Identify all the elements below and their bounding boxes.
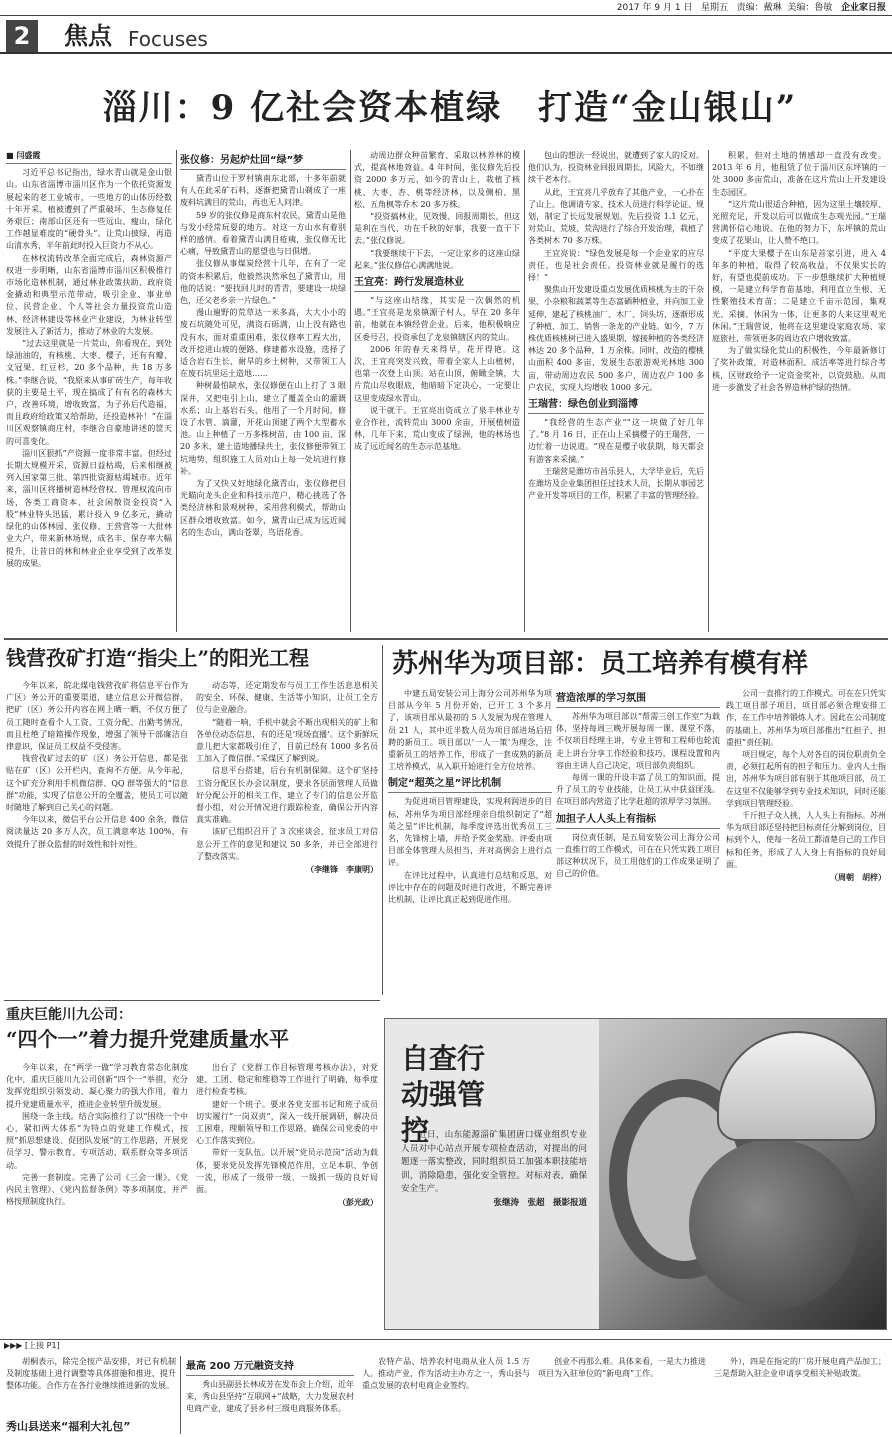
paragraph: 59 岁的张仪修是商东村农民，黛青山是他与发小经常玩耍的地方。对这一方山水有着别样的感情。看着黛青山满目疮痍，张仪修无比心痛，导致黛青山的愿望也与日俱增。	[180, 210, 346, 257]
issue-editor: 责编：戴琳	[736, 3, 782, 13]
subhead-targets: 加担子人人头上有指标	[556, 813, 720, 829]
paragraph: 张仪修从事煤炭经营十几年，在有了一定的资本积累后，他毅然决然承包了黛青山，用他的话说：“要找回儿时的青青，要建设一块绿色，还父老乡亲一片绿色。”	[180, 259, 346, 306]
story2-headline: 钱营孜矿打造“指尖上”的阳光工程	[6, 646, 310, 670]
subhead-zhang: 张仪修：另起炉灶回“绿”梦	[180, 154, 346, 170]
paragraph: 出台了《党群工作目标管理考核办法》，对党建、工团、稳定和维稳等工作进行了明确，每季度进行检查考核。	[196, 1063, 378, 1097]
paragraph: 包山的想法一经说出，就遭到了家人的反对。他们认为，投资林业回报周期长，风险大，不如继续干老本行。	[528, 151, 704, 185]
paragraph: 漫山遍野的荒草达一米多高，大大小小的废石坑随处可见，满资石砾满，山上没有路也没有水，面对重重困难，张仪修率工程大出，改开挖进山坡的便路、修建蓄水设施，选择了适合岩石生长、耐旱的乡土树种，又带领工人在废石坑里运土造地……	[180, 308, 346, 379]
subhead-star-award: 制定“超英之星”评比机制	[388, 777, 552, 793]
story4-headline: “四个一”着力提升党建质量水平	[6, 1027, 290, 1051]
paragraph: 创业不再那么难。具体来看，一是大力推进项目为入驻单位的“新电商”工作。	[538, 1357, 706, 1379]
paragraph: “随着一响，手机中就会不断出现相关的矿上和各单位动态信息，有的还是‘现场直播’。这个新鲜玩意儿把大家都吸引住了，目前已经有 1000 多名员工加入了微信群。”采煤区了解到说。	[196, 717, 378, 764]
paragraph: 岗位责任制，是五局安装公司上海分公司一直推行的工作模式，可在在只凭实践工项目部这种状况下，员工用他们的工作成果证明了自己的价值。	[556, 832, 720, 879]
story3-col1b-text	[388, 796, 552, 906]
footer-column-1	[6, 1356, 176, 1418]
page-number: 2	[6, 20, 38, 52]
continued-from-label: ▶▶▶ [上接 P1]	[4, 1341, 60, 1350]
story4-credit: （彭光政）	[338, 1197, 378, 1208]
issue-meta	[617, 2, 886, 14]
paragraph: 苏州华为项目部以“帮需三创工作室”为载体，坚持每周三晚开展每周一课、课堂不落，不仅项目经理主讲，专业主管和工程师也轮流走上讲台分享工作经验和技巧，课程设置和内容由主讲人自己决定，项目部负责组织。	[556, 712, 720, 770]
worker-photo	[599, 1019, 887, 1330]
story4-column-2	[196, 1062, 378, 1334]
story2-credit: （李继锋 李康明）	[306, 864, 378, 875]
paragraph: 在林权流转改革全面完成后，森林资源产权进一步明晰，山东省淄博市淄川区积极推行市场化造林机制，通过林业政策扶助、政府资金撬动和典型示范带动，吸引企业、事业单位、民营企业、个人等社会力量投资荒山造林、经济林建设等林业产业建设，为林业转型发展注入了新活力，推动了林业的大发展。	[6, 253, 172, 336]
lead-col3-text	[354, 150, 520, 272]
paragraph: 千斤担子众人挑，人人头上有指标。苏州华为项目部还坚持把目标责任分解到岗位，目标到个人，使每一名员工都清楚自己的工作目标和任务，形成了人人身上有指标的良好局面。	[726, 811, 886, 869]
section-name-en: Focuses	[128, 27, 208, 51]
worker-figure	[689, 1139, 859, 1309]
paper-name: 企业家日报	[840, 3, 886, 13]
paragraph: “我经营的生态产业”“这一块做了好几年了。”8 月 16 日，正在山上采摘樱子的王瑞营，一边忙着一边说道。“现在是樱子收获期，每天都会有游客来采摘。”	[528, 418, 704, 464]
lead-column-4	[528, 150, 704, 632]
paragraph: 动态等，还定期发布与员工工作生活息息相关的安全、环保、健康、生活等小知识，让员工全方位与企业融合。	[196, 681, 378, 715]
paragraph: 为了做实绿化荒山的积极性，今年最新修订了奖补政策，对造林面积、成活率等进行综合考核，区财政给予一定资金奖补，以资鼓励。从而进一步激发了社会各界造林护绿的热情。	[712, 346, 886, 392]
paragraph: 为了又快又好地绿化黛青山，张仪修把目光瞄向龙头企业和科技示范户，精心挑选了各类经济林和景观树种，采用营利模式，帮助山区群众增收致富。如今，黛青山已成为远近闻名的生态山，满山苍翠，鸟语花香。	[180, 479, 346, 537]
lead-column-2	[180, 150, 346, 632]
issue-designer: 美编：鲁敏	[787, 3, 833, 13]
subhead-learning: 营造浓厚的学习氛围	[556, 692, 720, 708]
story4-column-1	[6, 1062, 188, 1334]
paragraph: 从此，王宜亮几乎放弃了其他产业，一心扑在了山上。他调请专家、技术人员进行科学论证、规划，制定了长远发展规划。先后投资 1.1 亿元，对荒山、荒坡、荒沟进行了综合开发治理，栽植了各类树木 70 多万株。	[528, 187, 704, 246]
story4-kicker: 重庆巨能川九公司：	[6, 1007, 132, 1023]
paragraph: 在评比过程中，认真进行总结和反思，对评比中存在的问题及时进行改进，不断完善评比机制，让评比真正起到促进作用。	[388, 870, 552, 905]
paragraph: “投资搞林业，见效慢、回报周期长，但这是利在当代、功在千秋的好事，我要一直干下去。”张仪修说。	[354, 212, 520, 246]
paragraph: 项目规定，每个人对各自的岗位职责负全责，必须扛起所有的担子和压力。业内人士指出，苏州华为项目部有别于其他项目部，员工在这里不仅能够学到专业技术知识，同时还能学到项目管理经验。	[726, 750, 886, 808]
paragraph: 外），四是在指定的厂房开展电商产品加工；三是帮助入驻企业申请享受相关补贴政策。	[714, 1357, 886, 1379]
lead-byline: ■ 闫盛霞	[6, 150, 172, 164]
paragraph: 2006 年的春天来得早，花开得艳。这次，王宜亮突发兴致，带着全家人上山植树，也第一次登上山顶。站在山顶，俯瞰全镇，大片荒山尽收眼底，他暗暗下定决心，一定要让这里变成绿水青山。	[354, 344, 520, 403]
lead-column-5	[712, 150, 886, 632]
paragraph: 近日，山东能源淄矿集团唐口煤业组织专业人员对中心站点开展专项检查活动，对提出的问题逐一落实整改，同时组织员工加强本职技能培训，消除隐患，强化安全管控。对标对表，确保安全生产。	[401, 1130, 587, 1194]
paragraph: “平度大果樱子在山东是首家引进，进入 4 年多的种植，取得了较高收益，不仅果实长的好，有望也提前成功。下一步想继续扩大种植规模，一是建立科学育苗基地，利用直立生根、无性繁殖技术育苗；二是建立千亩示范园，集观光、采摘、休闲为一体，让更多的人来这里观光休闲。”王瑞营说，他将在这里建设家庭农场、家庭旅社，带领更多的周边农户增收致富。	[712, 248, 886, 344]
paragraph: 习近平总书记指出，绿水青山就是金山银山。山东省淄博市淄川区作为一个依托资源发展起来的老工业城市，一些地方的山体历经数十年开采、植被遭到了严重破坏、生态修复任务艰巨；南部山区还有一些远山、瘦山，绿化工作越显难度的“硬骨头”。让荒山披绿，再造山清水秀，半年前此时投入巨资力不从心。	[6, 168, 172, 251]
paragraph: 秀山县副县长林成芳在发布会上介绍，近年来，秀山县坚持“互联网+”战略，大力发展农村电商产业，建成了县乡村三级电商服务体系。	[186, 1380, 354, 1414]
paragraph: 种树最怕缺水，张仪修便在山上打了 3 眼深井，又把电引上山，建立了覆盖全山的灌溉水系；山上基岩石头，他用了一个月时间，修设了水管、滴灌，开花山顶建了两个大型蓄水池。山上种植了一万多株树苗，由 100 亩、深 20 多米，建土造地播绿共土，张仪修便带领工坑地势，组织施工人员对山上每一处坑进行修补。	[180, 381, 346, 476]
story2-col1-text	[6, 680, 188, 851]
paragraph: 动周边群众种苗繁育、采取以林养林的模式，提高林地效益。4 年时间，张仪修先后投资 2000 多万元，如今的青山上，栽植了核桃、大枣、杏、桃等经济林，以及侧柏、黑松、五角枫等乔木 20 多万株。	[354, 151, 520, 209]
paragraph: 今年以来，皖北煤电钱营孜矿将信息平台作为广区）务公开的重要渠道，建立信息公开微信群，把矿（区）务公开内容在网上晒一晒，不仅方便了员工随时查看个人工资、工资分配、出勤考情况，而且杜绝了暗箱操作现象，增强了领导干部廉洁自律意识，保证员工权益不受侵害。	[6, 681, 188, 752]
story3-col1-text	[388, 688, 552, 773]
lead-col2-text	[180, 173, 346, 539]
paragraph: 淄川区狠抓“产资源一度非常丰富。但经过长期大规模开采，资源日益枯竭，后来相继被列入国家第三批、第四批资源枯竭城市。近年来，淄川区将播树造林经营权、管理权流向市场，各类工商资本、社会闲散资金投资“入股”林业特头迅猛，累计投入 9 亿多元，撬动绿化的山体林园、张仪修、王营营等一大批林业大户，带来新林场规，成名丰、保存率大幅提升，让昔日的林和林业企业享受到了改革发展的成果。	[6, 448, 172, 568]
paragraph: 为促进项目管理建设，实现利润进步的目标，苏州华为项目部经理亲自组织制定了“超英之星”评比机制，每季度评选出优秀员工三名，先锋榜上墙，并给予奖金奖励。评委由项目部全体管理人员担当，并对高例会上进行点评。	[388, 797, 552, 868]
issue-weekday: 星期五	[701, 3, 729, 13]
photo-caption	[401, 1129, 587, 1210]
story3-col2b-text	[556, 832, 720, 881]
story4-col2-text	[196, 1062, 378, 1196]
paragraph: 黛青山位于罗村镇南东北部，十多年前就有人在此采矿石料，逐渐把黛青山剃成了一座废料坑满目的荒山，再也无人问津。	[180, 174, 346, 208]
paragraph: 王宜亮说：“绿色发展是每一个企业家的应尽责任，也是社会责任。投资林业就是履行的选择！”	[528, 248, 704, 283]
lead-column-1	[6, 150, 172, 632]
footer-column-4	[538, 1356, 706, 1434]
paragraph: “过去这里就是一片荒山，你看现在，到处绿油油的，有核桃、大枣、樱子，还有有瓣、文冠果、红豆杉，20 多个品种，共 18 万多株。”李继合说，“我原来从事矿砖生产，每年收获的主要是土平，现在搞成了有有名的森林大户，改善环境，增收致富，为子孙后代造福，而且政府给政策又给帮助，还投造林补！”在淄川区观察镇商庄村，李继合自豪地讲述的筐天的可喜变化。	[6, 339, 172, 446]
paragraph: 每周一课的开设丰富了员工的知识面，提升了员工的专业技能，让员工从中获益匪浅。在项目部内营造了比学赶超的浓厚学习氛围。	[556, 773, 720, 807]
subhead-wang-yiliang: 王宜亮：跨行发展造林业	[354, 276, 520, 292]
paragraph: 带好一支队伍。以开展“党员示范岗”活动为载体，要求党员发挥先锋模范作用，立足本职、争创一流，形成了一级带一级、一级抓一级的良好局面。	[196, 1148, 378, 1195]
section-name: 焦点	[64, 22, 112, 50]
story3-column-2	[556, 688, 720, 1006]
paragraph: 说干就干。王宜亮出资成立了泉丰林业专业合作社，流转荒山 3000 余亩，开展植树造林，几年下来，荒山变成了绿洲，他的林场也成了远近闻名的生态示范基地。	[354, 405, 520, 452]
paragraph: 胡桐表示，除完全按产品安排，对已有机制及制度基础上进行调整等具体措施和推进，提升整体功能。合作方在各行业继续推进新的发展。	[6, 1357, 176, 1391]
lead-col1-text	[6, 167, 172, 570]
story3-credit: （周朝 胡梓）	[830, 872, 886, 883]
continued-bar	[0, 1339, 892, 1353]
paragraph: 建好一个班子。要求各党支部书记和班子成员切实履行“一岗双责”，深入一线开展调研，解决员工困难，理顺领导和工作思路，确保公司党委的中心工作落实到位。	[196, 1099, 378, 1146]
paragraph: 中建五局安装公司上海分公司苏州华为项目部从今年 5 月份开始，已开工 3 个多月了，该项目部从最初的 5 人发展为现在管理人员 21 人，其中近半数人员为项目部进场后招聘的新员工。项目部以‘一人一策’为理念，注重新员工的培养工作，形成了一套成熟的新员工培养模式，从入职开始进行全方位培养。	[388, 689, 552, 772]
masthead-bar	[0, 0, 892, 16]
footer-subhead: 最高 200 万元融资支持	[186, 1360, 354, 1376]
paragraph: 今年以来，微信平台公开信息 400 余条，微信阅读量达 20 多万人次，员工满意率达 100%，有效提升了群众监督的时效性和针对性。	[6, 815, 188, 849]
lead-col4-text	[528, 150, 704, 394]
photo-title: 自查行动强管控	[401, 1042, 486, 1147]
story3-column-1	[388, 688, 552, 1006]
paragraph: 信息平台搭建，后台有机制保障。这个矿坚持工资分配区长办会议制度，要求各层面管理人员做好分配公开的相关工作，建立了专门的信息公开监督小组，对公开情况进行跟踪检查，确保公开内容真实准确。	[196, 766, 378, 825]
paragraph: 完善一套制度。完善了公司《三会一课》、《党内民主管理》、《党内监督条例》等多项制度，并严格按照制度执行。	[6, 1172, 188, 1207]
paragraph: “我要继续干下去，一定让家乡的这座山绿起来。”张仪修信心满满地说。	[354, 248, 520, 270]
paragraph: “这片荒山很适合种植，因为这里土壤较厚、光照充足，开发以后可以做成生态观光园。”王瑞营满怀信心地说。在他的努力下，东坪镇的荒山变成了花果山，让人赞不绝口。	[712, 199, 886, 246]
safety-helmet	[717, 1031, 877, 1141]
section-banner	[0, 18, 892, 54]
story4-col1-text	[6, 1062, 188, 1208]
lead-col5-text	[712, 150, 886, 394]
paragraph: 钱营孜矿过去的矿（区）务公开信息，都是张贴在矿（区）公开栏内，查询不方便。从今年起，这个矿充分利用手机微信群、QQ 群等强大的“信息群”功能，实现了信息公开的全覆盖，使员工可以随时随地了解到自己关心的问题。	[6, 754, 188, 813]
footer-headline: 秀山县送来“福利大礼包”	[6, 1420, 131, 1433]
paragraph: 公司一直推行的工作模式。可在在只凭实践工项目部子项目，项目部必须合理安排工作，在工作中培养锻炼人才。因此在公司制度的基础上，苏州华为项目部推出“扛担子、担重担”责任制。	[726, 689, 886, 747]
footer-column-3	[362, 1356, 530, 1434]
lead-col4b-text	[528, 417, 704, 502]
paragraph: “与这座山结缘，其实是一次偶然的机遇。”王宜亮是龙泉镇源子村人，早在 20 多年前，他就在本镇经营企业。后来，他积极响应区委号召，投资承包了龙泉镇辖区内的荒山。	[354, 296, 520, 342]
paragraph: 聚焦山开发建设重点发展优质核桃为主的干杂果、小杂粮和蔬菜等生态富硒种植业，并向加工业延伸，建起了核桃油厂、木厂、饲头坊，逐渐形成了种植、加工、销售一条龙的产业链。如今，7 万株优质核桃树已进入盛果期，嫁接种植的各类经济林达 20 多个品种，1 万余株。同时，改造的樱桃山面积 400 多亩，发展生态旅游观光林地 300 亩，带动周边农民 500 多户，周边农户 100 多户农民，实现人均增收 1000 多元。	[528, 285, 704, 392]
story2-column-2	[196, 680, 378, 992]
story3-col2-text	[556, 711, 720, 809]
footer-column-5	[714, 1356, 886, 1434]
story3-headline: 苏州华为项目部：员工培养有模有样	[392, 649, 809, 679]
subhead-wang-ruiying: 王瑞营：绿色创业到淄博	[528, 398, 704, 414]
story2-column-1	[6, 680, 188, 992]
story3-column-3	[726, 688, 886, 1006]
footer-column-2	[186, 1356, 354, 1434]
paragraph: 农特产品、培养农村电商从业人员 1.5 万人。推动产业，作为活动主办方之一，秀山县与重点发展的农村电商企业签约。	[362, 1357, 530, 1391]
photo-credit: 张继涛 张超 摄影报道	[493, 1197, 587, 1208]
paragraph: 该矿已组织召开了 3 次座谈会，征求员工对信息公开工作的意见和建议 50 多条，并已全部进行了整改落实。	[196, 827, 378, 861]
paragraph: 今年以来，在“两学一做”学习教育常态化制度化中，重庆巨能川九公司创新“四个一”举措，充分发挥党组织引领发动、凝心聚力的强大作用，着力提升党建质量水平，推进企业转型升级发展。	[6, 1063, 188, 1109]
paragraph: 王瑞营是潍坊市昌乐县人，大学毕业后，先后在潍坊及企业集团担任过技术人员，长期从事园艺产业开发等项目的工作，积累了丰富的管理经验。	[528, 466, 704, 501]
story3-col3-text	[726, 688, 886, 871]
story2-col2-text	[196, 680, 378, 863]
lead-column-3	[354, 150, 520, 632]
paragraph: 积累，但对土地的情感却一直没有改变。2013 年 6 月，他租赁了位于淄川区东坪镇的一处 3000 多亩荒山，准备在这片荒山上开发建设生态园区。	[712, 151, 886, 197]
paragraph: 围绕一条主线。结合实际推行了以“围绕一个中心，紧扣两大体系”为特点的党建工作模式，按照“抓思想建设、促团队发展”的工作思路，开展党员学习、警示教育、专项活动、联系群众等多项活动。	[6, 1111, 188, 1170]
issue-date: 2017 年 9 月 1 日	[616, 3, 693, 13]
lead-col3b-text	[354, 295, 520, 454]
lead-headline: 淄川：9 亿社会资本植绿 打造“金山银山”	[102, 88, 798, 128]
photo-feature	[384, 1018, 887, 1330]
